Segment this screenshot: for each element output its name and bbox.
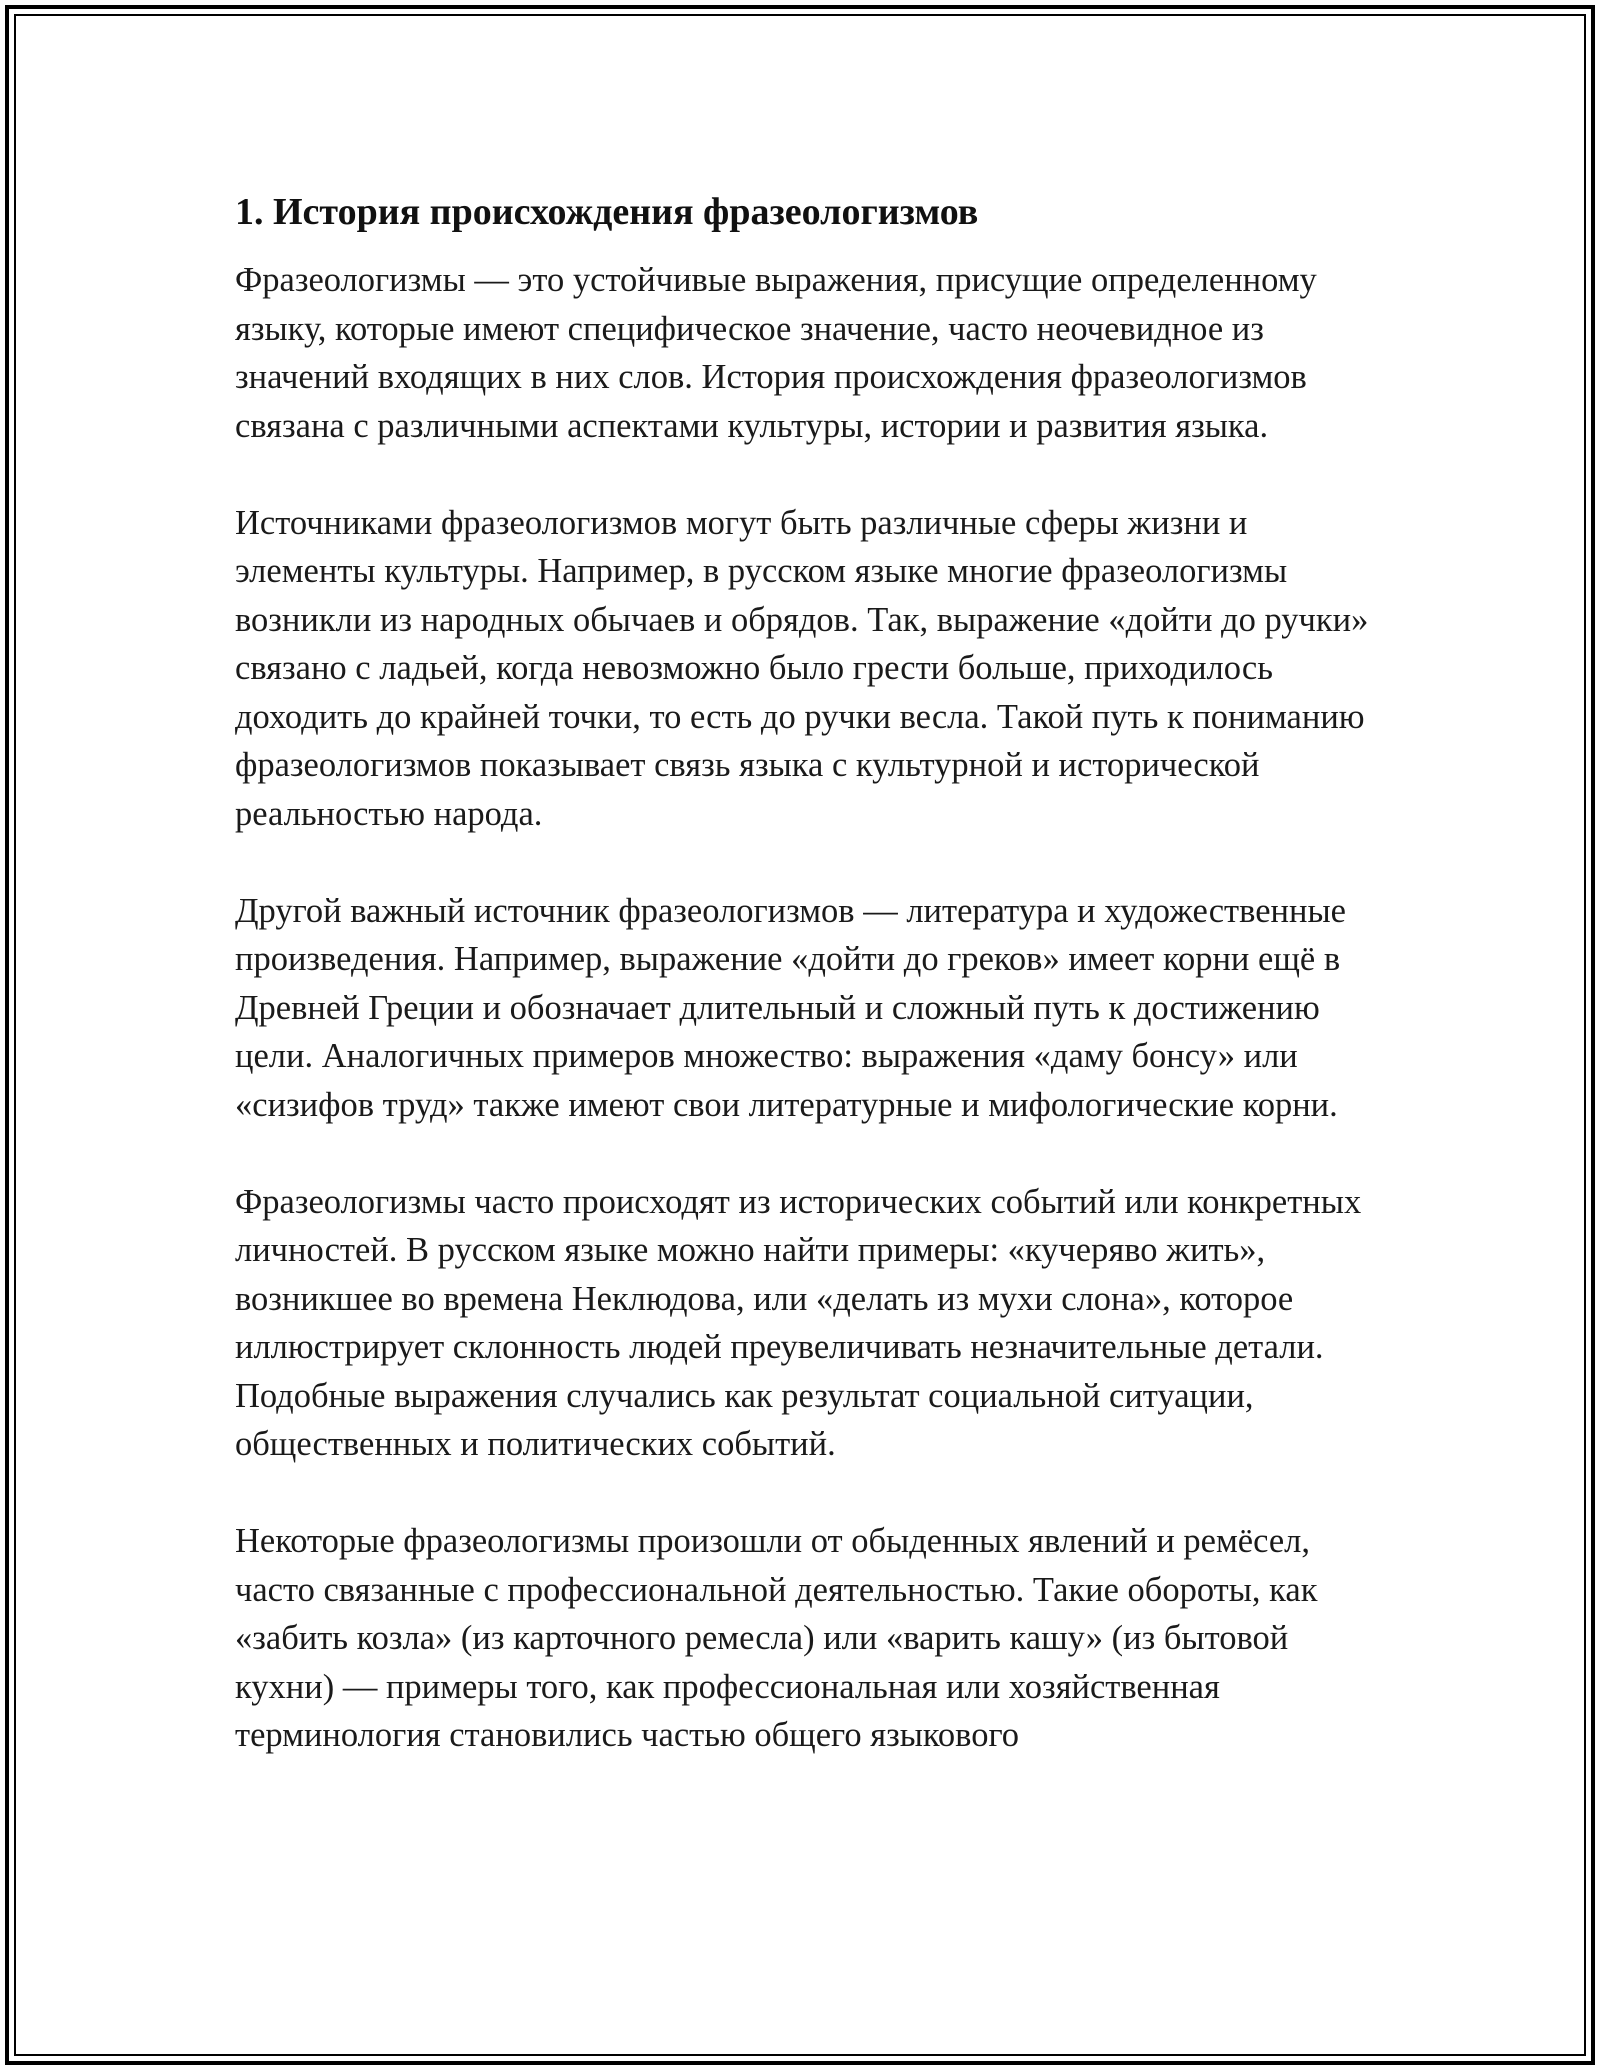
- paragraph-2: Источниками фразеологизмов могут быть различные сферы жизни и элементы культуры. Например, в русском языке многие фразеологизмы возникли из народных обычаев и обрядов. Так, выражение «дойти до ручки» связано с ладьей, когда невозможно было грести больше, приходилось доходить до крайней точки, то есть до ручки весла. Такой путь к пониманию фразеологизмов показывает связь языка с культурной и исторической реальностью народа.: [235, 503, 1369, 833]
- paragraph-4: Фразеологизмы часто происходят из исторических событий или конкретных личностей. В русском языке можно найти примеры: «кучеряво жить», возникшее во времена Неклюдова, или «делать из мухи слона», которое иллюстрирует склонность людей преувеличивать незначительные детали. Подобные выражения случались как результат социальной ситуации, общественных и политических событий.: [235, 1182, 1362, 1463]
- paragraph-3: Другой важный источник фразеологизмов — литература и художественные произведения. Например, выражение «дойти до греков» имеет корни ещё в Древней Греции и обозначает длительный и сложный путь к достижению цели. Аналогичных примеров множество: выражения «даму бонсу» или «сизифов труд» также имеют свои литературные и мифологические корни.: [235, 891, 1346, 1124]
- section-heading: 1. История происхождения фразеологизмов: [235, 191, 979, 233]
- paragraph-5: Некоторые фразеологизмы произошли от обыденных явлений и ремёсел, часто связанные с профессиональной деятельностью. Такие обороты, как «забить козла» (из карточного ремесла) или «варить кашу» (из бытовой кухни) — примеры того, как профессиональная или хозяйственная терминология становились частью общего языкового: [235, 1522, 1318, 1754]
- document-body: [235, 186, 1375, 1808]
- paragraph-1: Фразеологизмы — это устойчивые выражения, присущие определенному языку, которые имеют специфическое значение, часто неочевидное из значений входящих в них слов. История происхождения фразеологизмов связана с различными аспектами культуры, истории и развития языка.: [235, 261, 1317, 445]
